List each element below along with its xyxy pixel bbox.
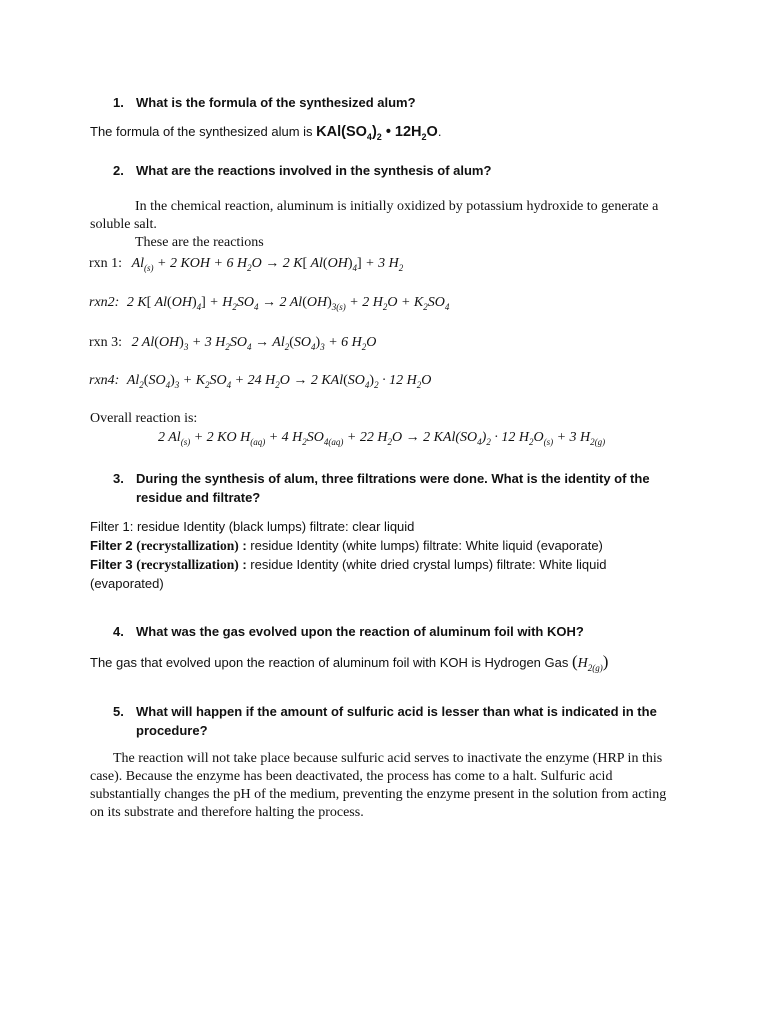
answer-1 — [90, 122, 680, 147]
question-text: During the synthesis of alum, three filtrations were done. What is the identity of the residue and filtrate? — [136, 471, 650, 505]
reaction-2 — [89, 293, 449, 317]
reaction-equation: $Al_2(SO_4)_3 + K_2SO_4 + 24$ $H_2O \to 2$ $KAl(SO_4)_2 \cdot 12$ $H_2O$ — [126, 373, 432, 390]
question-5 — [113, 702, 673, 740]
hydrogen-gas-formula: $(H_{2(g)})$ — [571, 652, 609, 673]
reaction-label: rxn2: — [89, 295, 120, 310]
question-4 — [113, 622, 673, 641]
question-3 — [113, 469, 673, 507]
question-1 — [113, 93, 673, 112]
question-text: What is the formula of the synthesized alum? — [136, 95, 416, 110]
filter-text: residue Identity (white lumps) filtrate: White liquid (evaporate) — [246, 538, 603, 553]
reaction-3 — [89, 333, 376, 357]
filter-2 — [90, 536, 680, 555]
answer-2-paragraph: In the chemical reaction, aluminum is initially oxidized by potassium hydroxide to generate a soluble salt. — [90, 199, 659, 232]
reaction-label: rxn 1: — [89, 256, 123, 271]
filter-method: (recrystallization) — [136, 538, 239, 553]
answer-2-intro: These are the reactions — [135, 235, 264, 250]
reaction-label: rxn4: — [89, 373, 120, 388]
answer-4 — [90, 652, 680, 678]
filter-label: Filter 2 — [90, 538, 133, 553]
question-number: 1. — [113, 95, 124, 110]
answer-5-paragraph: The reaction will not take place because sulfuric acid serves to inactivate the enzyme (HRP in this case). Because the enzyme has been deactivated, the process has come to a halt. Sulfuric acid substantially changes the pH of the medium, preventing the enzyme present in the solution from acting on its substrate and therefore halting the process. — [90, 751, 667, 820]
answer-text: The gas that evolved upon the reaction of aluminum foil with KOH is Hydrogen Gas — [90, 655, 572, 670]
reaction-equation: 2 K[ $Al(OH)_4] + H_2SO_4 \to 2$ $Al(OH)_{3(s)} + 2$ $H_2O + K_2SO_4$ — [126, 295, 450, 312]
filter-text: residue Identity (black lumps) filtrate: clear liquid — [133, 519, 415, 534]
filter-colon: : — [238, 538, 247, 553]
answer-text: The formula of the synthesized alum is — [90, 124, 317, 139]
question-text: What will happen if the amount of sulfuric acid is lesser than what is indicated in the procedure? — [136, 704, 657, 738]
filter-colon: : — [238, 557, 247, 572]
question-text: What was the gas evolved upon the reaction of aluminum foil with KOH? — [136, 624, 584, 639]
reaction-1 — [89, 254, 403, 278]
filter-3 — [90, 555, 680, 593]
filter-label: Filter 3 — [90, 557, 133, 572]
question-2 — [113, 161, 673, 180]
question-text: What are the reactions involved in the synthesis of alum? — [136, 163, 492, 178]
alum-formula: $KAl(SO_4)_2$ • $12H_2O$ — [316, 124, 438, 142]
reaction-equation: $Al_{(s)} + 2$ KOH + 6 $H_2O \to 2$ K[ $Al(OH)_4] + 3$ $H_2$ — [131, 256, 404, 273]
reaction-equation: 2 $Al(OH)_3 + 3$ $H_2SO_4 \to Al_2(SO_4)_3 + 6$ $H_2O$ — [131, 335, 377, 352]
question-number: 3. — [113, 471, 124, 486]
filter-text: residue Identity (white dried crystal lumps) filtrate: White liquid (evaporated) — [90, 557, 607, 591]
question-number: 4. — [113, 624, 124, 639]
answer-suffix: . — [437, 124, 442, 139]
reaction-4 — [89, 371, 431, 395]
filter-method: (recrystallization) — [136, 557, 239, 572]
question-number: 5. — [113, 704, 124, 719]
overall-reaction-equation: 2 $Al_{(s)} + 2$ KO $H_{(aq)} + 4$ $H_2SO_{4(aq)} + 22$ $H_2O \to 2$ $KAl(SO_4)_2 \cdot 12$ $H_2O_{(s)} + 3$ $H_{2(g)}$ — [158, 430, 606, 447]
filter-1 — [90, 517, 680, 536]
overall-reaction-label: Overall reaction is: — [90, 411, 198, 426]
filter-label: Filter 1: — [90, 519, 134, 534]
reaction-label: rxn 3: — [89, 335, 123, 350]
question-number: 2. — [113, 163, 124, 178]
